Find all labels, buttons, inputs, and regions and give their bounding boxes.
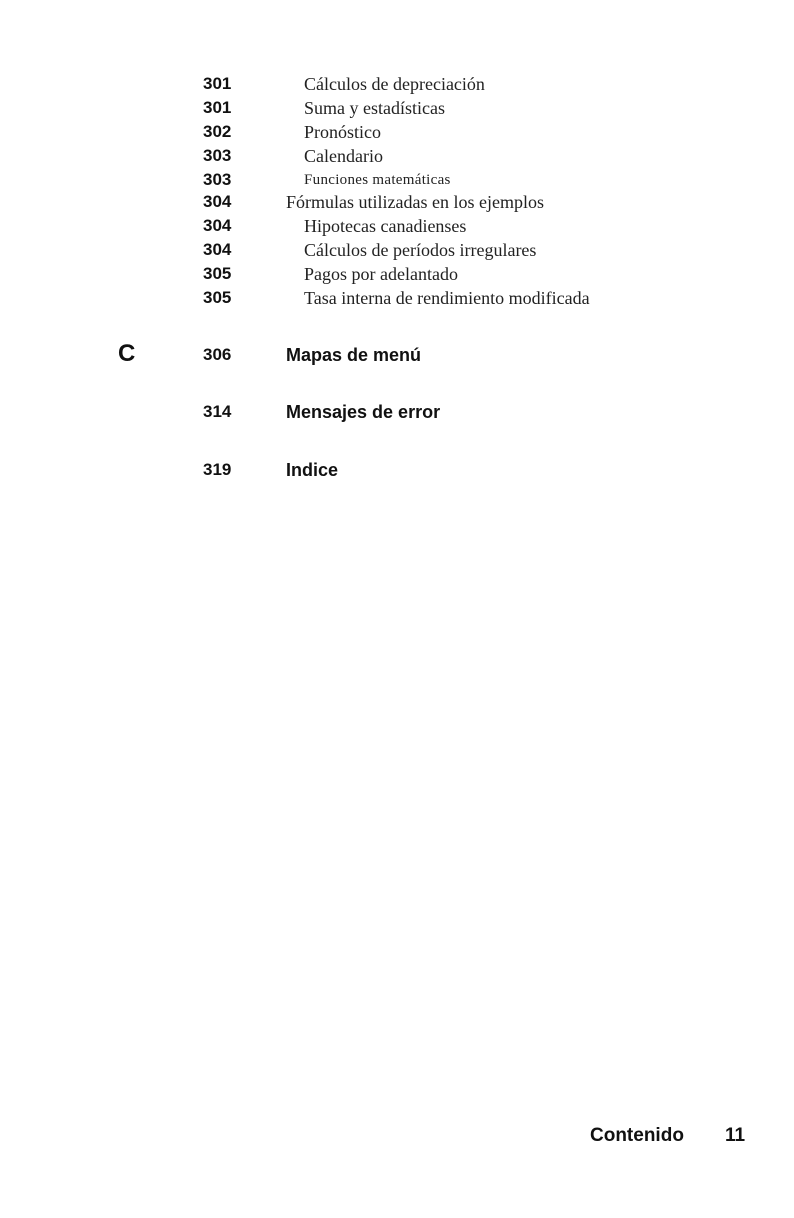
toc-page-number: 301: [203, 98, 232, 117]
toc-page-number: 305: [203, 288, 232, 307]
toc-entry-title: Cálculos de períodos irregulares: [304, 240, 537, 260]
toc-entry: [0, 262, 794, 286]
toc-entry: [0, 190, 794, 214]
toc-entry: [0, 72, 794, 96]
toc-entry: [0, 238, 794, 262]
toc-page-number: 302: [203, 122, 232, 141]
toc-page-number: 304: [203, 216, 232, 235]
toc-entry-title: Tasa interna de rendimiento modificada: [304, 288, 590, 308]
toc-page-number: 319: [203, 460, 232, 479]
toc-entry: [0, 120, 794, 144]
toc-entry: [0, 144, 794, 168]
toc-entry-title: Fórmulas utilizadas en los ejemplos: [286, 192, 544, 212]
toc-page-number: 303: [203, 170, 232, 189]
toc-section-title: Indice: [286, 460, 339, 480]
toc-section: [0, 400, 794, 424]
toc-entry-title: Calendario: [304, 146, 383, 166]
toc-entry: [0, 168, 794, 192]
toc-page-number: 303: [203, 146, 232, 165]
toc-entry-title: Pronóstico: [304, 122, 382, 142]
toc-page-number: 305: [203, 264, 232, 283]
appendix-letter: C: [118, 340, 136, 367]
toc-entry-title: Cálculos de depreciación: [304, 74, 485, 94]
footer-page-number: 11: [725, 1125, 746, 1146]
toc-section-title: Mensajes de error: [286, 402, 441, 422]
toc-page-number: 306: [203, 345, 232, 364]
toc-entry: [0, 286, 794, 310]
toc-page-number: 304: [203, 192, 232, 211]
toc-page-number: 301: [203, 74, 232, 93]
footer-label: Contenido: [590, 1125, 684, 1146]
page-footer: [0, 1122, 794, 1150]
toc-page-number: 314: [203, 402, 232, 421]
toc-section: [0, 458, 794, 482]
toc-entry-title: Funciones matemáticas: [304, 172, 451, 188]
toc-entry-title: Suma y estadísticas: [304, 98, 445, 118]
toc-entry: [0, 96, 794, 120]
toc-section-title: Mapas de menú: [286, 345, 422, 365]
toc-page-number: 304: [203, 240, 232, 259]
toc-entry-title: Hipotecas canadienses: [304, 216, 467, 236]
toc-section: [0, 343, 794, 367]
toc-entry-title: Pagos por adelantado: [304, 264, 458, 284]
toc-entry: [0, 214, 794, 238]
